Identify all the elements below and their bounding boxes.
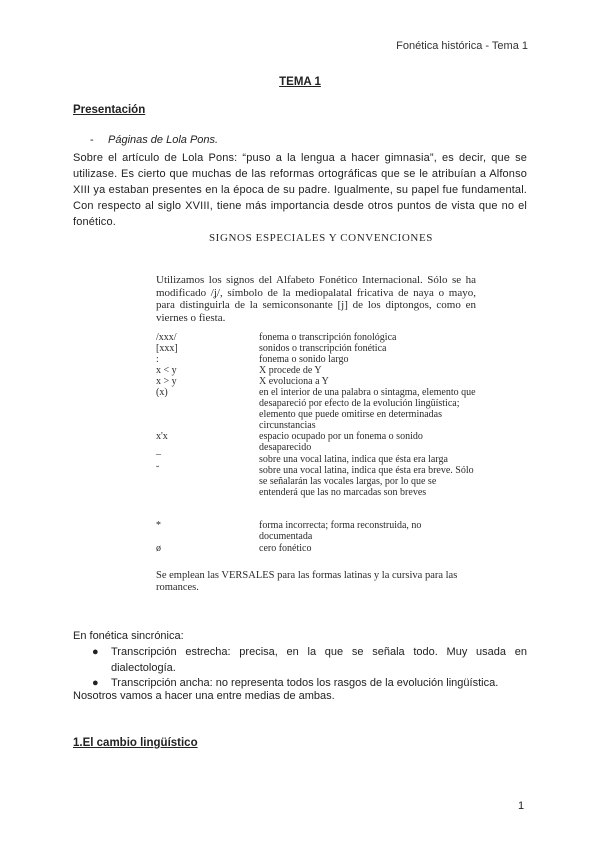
dash-list-item bbox=[90, 134, 218, 146]
convention-symbol: (x) bbox=[156, 387, 168, 398]
scan-footer: Se emplean las VERSALES para las formas latinas y la cursiva para las romances. bbox=[156, 570, 458, 593]
convention-description: X evoluciona a Y bbox=[259, 376, 329, 387]
convention-description: forma incorrecta; forma reconstruida, no documentada bbox=[259, 520, 422, 542]
bullet-text: Transcripción estrecha: precisa, en la que se señala todo. Muy usada en dialectología. bbox=[111, 646, 527, 674]
dash-marker: - bbox=[90, 134, 94, 146]
convention-description: espacio ocupado por un fonema o sonido desaparecido bbox=[259, 431, 423, 453]
convention-symbol: ø bbox=[156, 543, 161, 554]
scan-intro: Utilizamos los signos del Alfabeto Fonético Internacional. Sólo se ha modificado /ʝ/, símbolo de la mediopalatal fricativa de naya o mayo, para distinguirla de la semiconsonante [j] de los diptongos, como en viernes o fiesta. bbox=[156, 274, 476, 324]
convention-symbol: /xxx/ bbox=[156, 332, 177, 343]
sincronica-closing: Nosotros vamos a hacer una entre medias de ambas. bbox=[73, 690, 335, 702]
convention-description: fonema o transcripción fonológica bbox=[259, 332, 397, 343]
bullet-dot-icon: ● bbox=[92, 646, 99, 658]
convention-description: cero fonético bbox=[259, 543, 312, 554]
dash-item-text: Páginas de Lola Pons. bbox=[108, 134, 219, 146]
presentacion-paragraph: Sobre el artículo de Lola Pons: “puso a la lengua a hacer gimnasia”, es decir, que se utilizase. Es cierto que muchas de las reformas ortográficas que se le atribuían a Alfonso XIII ya estaban presentes en la época de su padre. Igualmente, su papel fue fundamental. Con respecto al siglo XVIII, tiene más importancia desde otros puntos de vista que no el fonético. bbox=[73, 152, 527, 228]
convention-description: sobre una vocal latina, indica que ésta era breve. Sólo se señalarán las vocales largas, por lo que se entenderá que las no marcadas son breves bbox=[259, 465, 474, 498]
convention-symbol: x > y bbox=[156, 376, 177, 387]
scanned-conventions-figure bbox=[156, 232, 486, 602]
convention-symbol: [xxx] bbox=[156, 343, 178, 354]
page-number: 1 bbox=[518, 800, 525, 812]
convention-description: sobre una vocal latina, indica que ésta era larga bbox=[259, 454, 448, 465]
page-title: TEMA 1 bbox=[279, 76, 321, 88]
bullet-item bbox=[92, 675, 527, 691]
convention-description: en el interior de una palabra o sintagma, elemento que desapareció por efecto de la evolución lingüística; elemento que puede omitirse en determinadas circunstancias bbox=[259, 387, 476, 431]
sincronica-intro: En fonética sincrónica: bbox=[73, 630, 184, 642]
convention-description: X procede de Y bbox=[259, 365, 322, 376]
convention-symbol: : bbox=[156, 354, 159, 365]
bullet-item bbox=[92, 644, 527, 676]
convention-symbol: * bbox=[156, 520, 161, 531]
convention-description: fonema o sonido largo bbox=[259, 354, 349, 365]
section-heading-presentacion: Presentación bbox=[73, 104, 146, 116]
scan-title: SIGNOS ESPECIALES Y CONVENCIONES bbox=[208, 232, 434, 244]
bullet-dot-icon: ● bbox=[92, 677, 99, 689]
convention-symbol: ¯ bbox=[156, 454, 161, 465]
convention-description: sonidos o transcripción fonética bbox=[259, 343, 387, 354]
convention-symbol: x < y bbox=[156, 365, 177, 376]
bullet-text: Transcripción ancha: no representa todos los rasgos de la evolución lingüística. bbox=[111, 677, 499, 689]
convention-symbol: x'x bbox=[156, 431, 168, 442]
convention-symbol: ˘ bbox=[156, 465, 160, 476]
running-header: Fonética histórica - Tema 1 bbox=[396, 40, 528, 52]
section-heading-cambio-linguistico: 1.El cambio lingüístico bbox=[73, 737, 198, 749]
